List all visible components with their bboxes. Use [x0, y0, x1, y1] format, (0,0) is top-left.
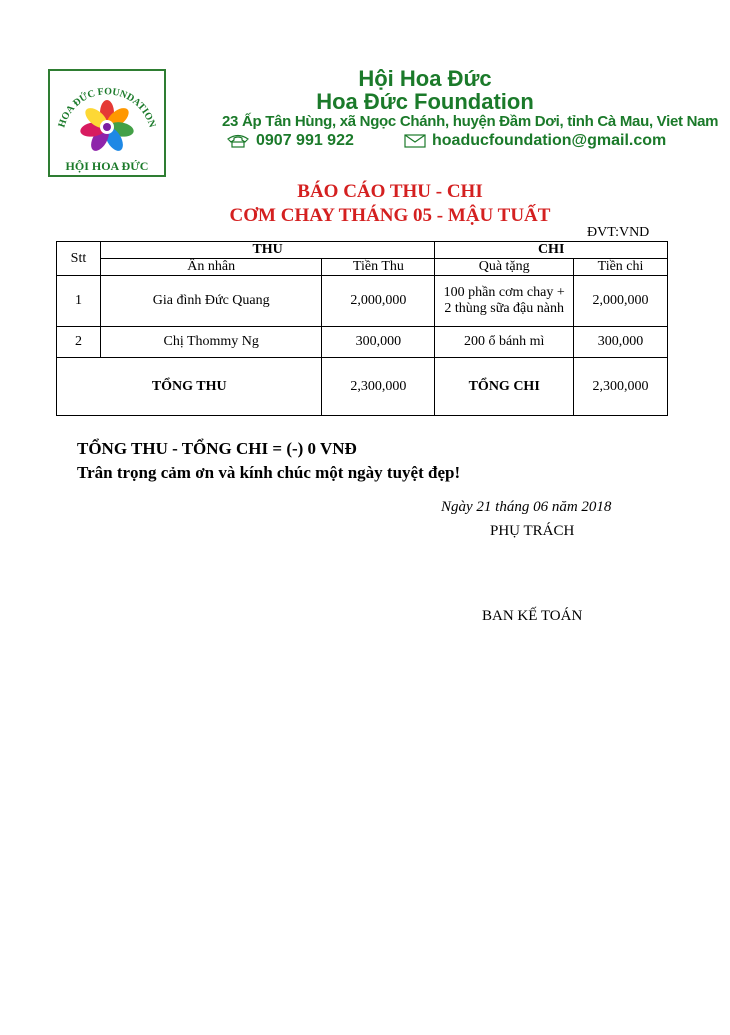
org-name-vn: Hội Hoa Đức [358, 66, 492, 91]
email-address: hoaducfoundation@gmail.com [432, 132, 667, 149]
row-expense: 2,000,000 [574, 276, 668, 327]
gift-line: 100 phần cơm chay + [443, 285, 565, 300]
report-subtitle: CƠM CHAY THÁNG 05 - MẬU TUẤT [229, 205, 551, 226]
report-title: BÁO CÁO THU - CHI [297, 181, 483, 202]
header-expense-group: CHI [435, 242, 668, 259]
row-stt: 2 [57, 327, 101, 358]
table-row [57, 276, 668, 327]
header-income: Tiền Thu [322, 259, 435, 276]
envelope-icon [404, 134, 426, 148]
lotus-logo-icon [50, 71, 164, 175]
total-income-label: TỔNG THU [57, 358, 322, 416]
thanks-line: Trân trọng cảm ơn và kính chúc một ngày tuyệt đẹp! [77, 463, 461, 482]
total-income-value: 2,300,000 [322, 358, 435, 416]
accounting-department: BAN KẾ TOÁN [482, 608, 583, 624]
header-expense: Tiền chi [574, 259, 668, 276]
phone-icon [226, 134, 250, 148]
table-row [57, 327, 668, 358]
logo-caption: HỘI HOA ĐỨC [65, 159, 149, 173]
header-gift: Quà tặng [435, 259, 574, 276]
logo-arc-text: HOA ĐỨC FOUNDATION [56, 86, 158, 129]
row-gift [435, 276, 574, 327]
phone-contact [226, 132, 354, 150]
total-expense-label: TỔNG CHI [435, 358, 574, 416]
org-address: 23 Ấp Tân Hùng, xã Ngọc Chánh, huyện Đầm Dơi, tỉnh Cà Mau, Viet Nam [222, 113, 719, 130]
income-expense-table [56, 241, 668, 416]
header-income-group: THU [100, 242, 434, 259]
in-charge-label: PHỤ TRÁCH [490, 523, 575, 539]
org-name-en: Hoa Đức Foundation [316, 89, 534, 114]
balance-line: TỔNG THU - TỔNG CHI = (-) 0 VNĐ [77, 439, 357, 458]
row-gift: 200 ổ bánh mì [435, 327, 574, 358]
header-stt: Stt [57, 242, 101, 276]
table-header-row [57, 259, 668, 276]
currency-unit: ĐVT:VND [587, 225, 650, 240]
phone-number: 0907 991 922 [256, 132, 354, 149]
gift-line: 2 thùng sữa đậu nành [444, 301, 564, 316]
row-stt: 1 [57, 276, 101, 327]
row-donor: Chị Thommy Ng [100, 327, 322, 358]
header-donor: Ân nhân [100, 259, 322, 276]
email-contact [404, 132, 666, 150]
row-income: 300,000 [322, 327, 435, 358]
row-expense: 300,000 [574, 327, 668, 358]
table-total-row [57, 358, 668, 416]
table-header-group-row [57, 242, 668, 259]
row-income: 2,000,000 [322, 276, 435, 327]
foundation-logo [48, 69, 166, 177]
report-date: Ngày 21 tháng 06 năm 2018 [441, 499, 612, 515]
total-expense-value: 2,300,000 [574, 358, 668, 416]
summary-block [77, 437, 460, 485]
row-donor: Gia đình Đức Quang [100, 276, 322, 327]
